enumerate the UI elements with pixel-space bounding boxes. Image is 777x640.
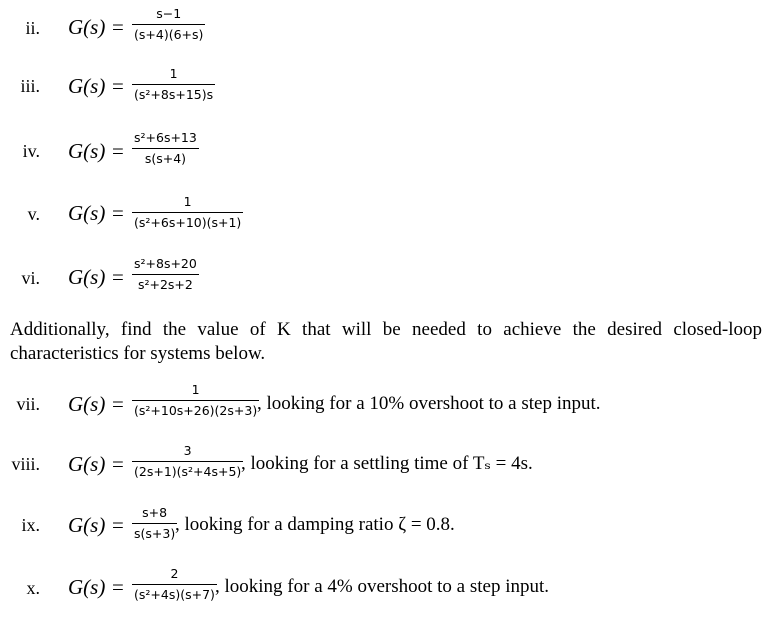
paragraph-line-2: characteristics for systems below. <box>10 342 266 364</box>
numerator: 1 <box>191 382 200 397</box>
problem-label: ii. <box>25 18 40 38</box>
fraction <box>132 566 217 602</box>
transfer-function-lhs: G(s) = <box>68 452 125 476</box>
problem-label: x. <box>26 578 40 598</box>
fraction-bar <box>132 84 215 85</box>
problem-condition: , looking for a 10% overshoot to a step input. <box>257 393 601 414</box>
fraction-bar <box>132 523 177 524</box>
transfer-function-lhs: G(s) = <box>68 201 125 225</box>
problem-label: iv. <box>22 141 40 161</box>
numerator: s²+8s+20 <box>134 256 197 271</box>
problem-ix <box>0 505 777 555</box>
fraction-bar <box>132 148 199 149</box>
fraction-bar <box>132 461 243 462</box>
fraction <box>132 6 205 42</box>
problem-vi <box>0 256 777 306</box>
denominator: (s²+10s+26)(2s+3) <box>134 403 258 418</box>
problem-x <box>0 566 777 616</box>
problem-ii <box>0 6 777 56</box>
fraction-bar <box>132 584 217 585</box>
problem-label: iii. <box>20 76 40 96</box>
fraction-bar <box>132 212 243 213</box>
transfer-function-lhs: G(s) = <box>68 392 125 416</box>
transfer-function-lhs: G(s) = <box>68 74 125 98</box>
numerator: 1 <box>169 66 178 81</box>
denominator: s(s+3) <box>134 526 176 541</box>
fraction <box>132 382 259 418</box>
numerator: 2 <box>170 566 179 581</box>
numerator: s+8 <box>142 505 168 520</box>
paragraph-line-1: Additionally, find the value of K that will be needed to achieve the desired closed-loop <box>10 319 762 340</box>
fraction-bar <box>132 274 199 275</box>
transfer-function-lhs: G(s) = <box>68 15 125 39</box>
fraction-bar <box>132 400 259 401</box>
numerator: s²+6s+13 <box>134 130 197 145</box>
numerator: s−1 <box>156 6 182 21</box>
problem-viii <box>0 443 777 493</box>
problem-vii <box>0 382 777 432</box>
problem-condition: , looking for a 4% overshoot to a step input. <box>215 576 550 597</box>
problem-label: v. <box>27 204 40 224</box>
transfer-function-lhs: G(s) = <box>68 139 125 163</box>
problem-label: viii. <box>11 454 40 474</box>
denominator: (2s+1)(s²+4s+5) <box>134 464 242 479</box>
transfer-function-lhs: G(s) = <box>68 265 125 289</box>
problem-iii <box>0 66 777 116</box>
problem-label: vi. <box>21 268 40 288</box>
fraction <box>132 66 215 102</box>
denominator: s(s+4) <box>144 151 187 166</box>
problem-condition: , looking for a damping ratio ζ = 0.8. <box>175 514 455 535</box>
denominator: (s²+6s+10)(s+1) <box>134 215 242 230</box>
fraction <box>132 194 243 230</box>
transfer-function-lhs: G(s) = <box>68 513 125 537</box>
numerator: 3 <box>183 443 192 458</box>
transfer-function-lhs: G(s) = <box>68 575 125 599</box>
fraction <box>132 505 177 541</box>
denominator: (s+4)(6+s) <box>134 27 204 42</box>
fraction <box>132 256 199 292</box>
denominator: s²+2s+2 <box>137 277 193 292</box>
denominator: (s²+4s)(s+7) <box>134 587 215 602</box>
instructions-paragraph <box>10 318 762 365</box>
problem-condition: , looking for a settling time of Tₛ = 4s. <box>241 453 533 474</box>
numerator: 1 <box>183 194 192 209</box>
problem-iv <box>0 130 777 180</box>
problem-label: ix. <box>21 515 40 535</box>
fraction <box>132 443 243 479</box>
fraction-bar <box>132 24 205 25</box>
fraction <box>132 130 199 166</box>
problem-v <box>0 194 777 244</box>
problem-label: vii. <box>16 394 40 414</box>
denominator: (s²+8s+15)s <box>134 87 214 102</box>
